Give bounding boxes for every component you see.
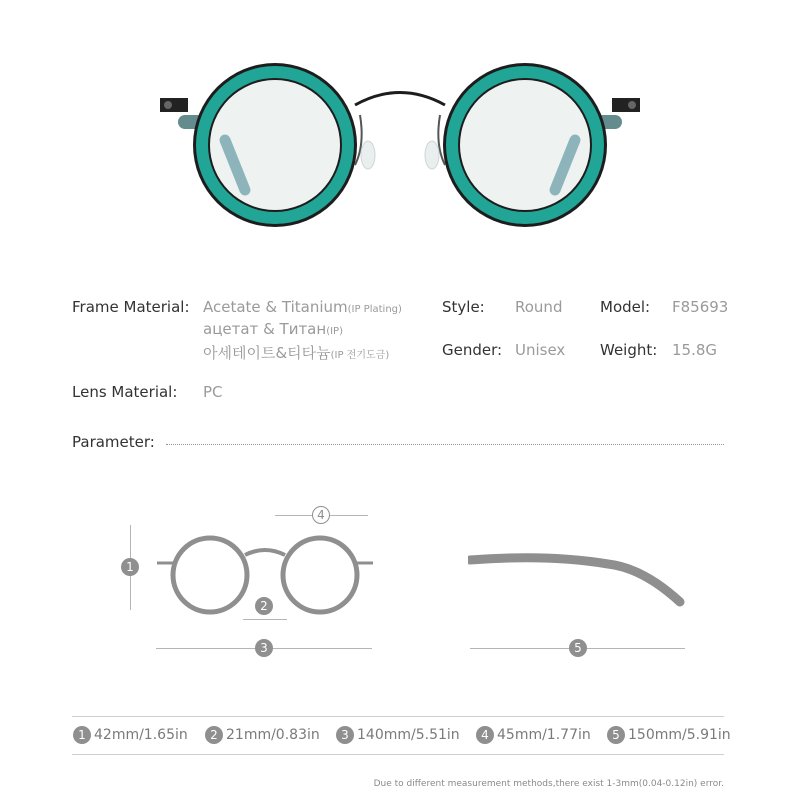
gender-label: Gender: <box>442 341 503 359</box>
measurement-3-value: 140mm/5.51in <box>357 727 460 743</box>
marker-4: 4 <box>312 506 330 524</box>
measurement-1-marker: 1 <box>73 726 91 744</box>
frame-material-ru-value: ацетат & Титан <box>203 320 327 338</box>
measurement-top-divider <box>72 716 724 717</box>
bridge-dimension-line <box>243 619 287 620</box>
lens-material-value: PC <box>203 383 223 401</box>
frame-material-ko-note: (IP 전기도금) <box>330 350 390 361</box>
weight-label: Weight: <box>600 341 658 359</box>
measurement-bottom-divider <box>72 754 724 755</box>
gender-value: Unisex <box>515 341 566 359</box>
measurement-4-value: 45mm/1.77in <box>497 727 591 743</box>
frame-material-ko <box>203 342 389 363</box>
frame-material-en <box>203 298 402 316</box>
measurement-1 <box>73 726 188 744</box>
frame-material-en-note: (IP Plating) <box>347 304 402 315</box>
measurement-2-value: 21mm/0.83in <box>226 727 320 743</box>
frame-material-ru-note: (IP) <box>326 326 343 337</box>
parameter-dotted-line <box>166 444 724 445</box>
model-value: F85693 <box>672 298 729 316</box>
measurement-5-value: 150mm/5.91in <box>628 727 731 743</box>
side-view-diagram <box>468 552 690 616</box>
frame-material-ru <box>203 320 343 338</box>
marker-3: 3 <box>255 639 273 657</box>
measurement-4 <box>476 726 591 744</box>
marker-1: 1 <box>121 558 139 576</box>
measurement-2 <box>205 726 320 744</box>
style-value: Round <box>515 298 563 316</box>
frame-material-label: Frame Material: <box>72 298 190 316</box>
measurement-disclaimer: Due to different measurement methods,there exist 1-3mm(0.04-0.12in) error. <box>373 779 724 789</box>
frame-material-ko-value: 아세테이트&티타늄 <box>203 344 331 362</box>
measurement-4-marker: 4 <box>476 726 494 744</box>
parameter-label: Parameter: <box>72 433 155 451</box>
lens-material-label: Lens Material: <box>72 383 178 401</box>
frame-material-en-value: Acetate & Titanium <box>203 298 348 316</box>
marker-2: 2 <box>255 597 273 615</box>
model-label: Model: <box>600 298 651 316</box>
weight-value: 15.8G <box>672 341 718 359</box>
marker-5: 5 <box>569 639 587 657</box>
measurement-3-marker: 3 <box>336 726 354 744</box>
measurement-5-marker: 5 <box>607 726 625 744</box>
measurement-1-value: 42mm/1.65in <box>94 727 188 743</box>
measurement-2-marker: 2 <box>205 726 223 744</box>
style-label: Style: <box>442 298 485 316</box>
measurement-5 <box>607 726 731 744</box>
glasses-product-photo <box>150 55 650 235</box>
measurement-3 <box>336 726 460 744</box>
